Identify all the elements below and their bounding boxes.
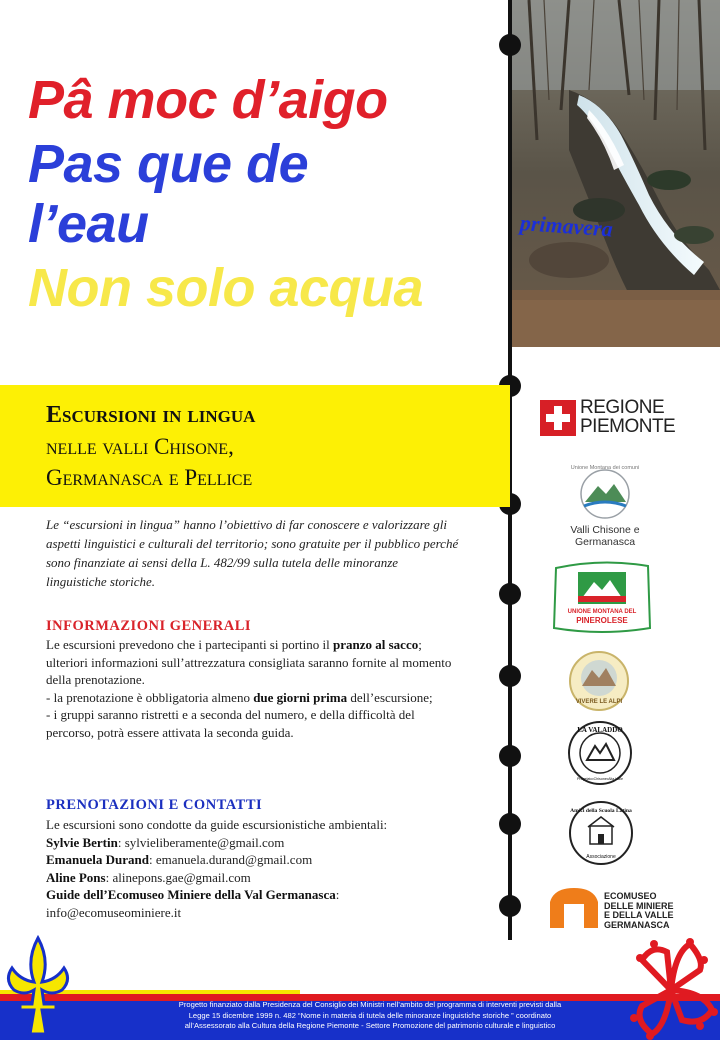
heading-line-1: Escursioni in lingua (46, 402, 256, 428)
amici-bottom-text: Associazione (586, 854, 616, 860)
regione-piemonte-text (580, 398, 675, 436)
title-line-2: Pas que de (28, 134, 309, 194)
intro-line: linguistiche storiche. (46, 574, 156, 589)
intro-line: Le “escursioni in lingua” hanno l’obiettivo di far conoscere e valorizzare gli (46, 517, 447, 532)
guide-email[interactable]: : sylvieliberamente@gmail.com (117, 834, 285, 850)
title-line-1: Pâ moc d’aigo (28, 70, 388, 130)
amici-scuola-latina-logo (568, 800, 634, 866)
ecomuseo-guide-colon: : (335, 887, 340, 902)
info-text: Le escursioni prevedono che i partecipanti si portino il (46, 637, 333, 652)
valli-chisone-germanasca-logo (540, 462, 670, 548)
river-photo (509, 0, 720, 347)
heading-line-2: nelle valli Chisone, (46, 434, 234, 459)
ecomuseo-line: E DELLA VALLE (604, 910, 674, 920)
guide-row (46, 851, 501, 869)
guide-row (46, 834, 501, 852)
amici-top-text: Amici della Scuola Latina (570, 808, 632, 814)
ecomuseo-line: ECOMUSEO (604, 891, 657, 901)
heading-line-3: Germanasca e Pellice (46, 465, 253, 490)
info-text: - la prenotazione è obbligatoria almeno (46, 689, 254, 705)
vcg-arc-text: Unione Montana dei comuni (570, 465, 640, 471)
intro-line: aspetti linguistici e culturali del territorio; sono gratuite per il pubblico perché (46, 536, 459, 551)
regione-piemonte-logo (540, 397, 676, 440)
info-heading: INFORMAZIONI GENERALI (46, 618, 252, 634)
footer-credits (150, 1000, 590, 1032)
ecomuseo-email[interactable]: info@ecomuseominiere.it (46, 904, 182, 920)
timeline-dot (499, 745, 521, 767)
pinerolese-line-2: PINEROLESE (576, 616, 628, 625)
ecomuseo-line: GERMANASCA (604, 919, 670, 930)
vivere-text: VIVERE LE ALPI (575, 699, 623, 705)
ecomuseo-text (604, 892, 674, 930)
info-text: ; (418, 637, 422, 652)
timeline-dot (499, 34, 521, 56)
footer-line: Progetto finanziato dalla Presidenza del Consiglio dei Ministri nell’ambito del programma di interventi previsti dalla (178, 1000, 562, 1009)
season-label: primavera (519, 210, 614, 242)
valaddo-bottom-text: Pragelato•Chisone•Alta Valle (576, 777, 624, 781)
info-line (46, 636, 501, 654)
intro-line: sono finanziate ai sensi della L. 482/99 sulla tutela delle minoranze (46, 555, 399, 570)
timeline-dot (499, 895, 521, 917)
guide-name: Aline Pons (46, 869, 106, 885)
contacts-intro: Le escursioni sono condotte da guide escursionistiche ambientali: (46, 817, 388, 832)
info-bold: pranzo al sacco (333, 637, 419, 652)
occitan-cross-icon (622, 930, 720, 1040)
pinerolese-line-1: UNIONE MONTANA DEL (567, 609, 637, 615)
info-line: percorso, potrà essere attivata la seconda guida. (46, 724, 294, 740)
ecomuseo-guide-label: Guide dell’Ecomuseo Miniere della Val Germanasca (46, 887, 336, 902)
guide-name: Sylvie Bertin (46, 834, 118, 850)
title-line-4: Non solo acqua (28, 258, 424, 318)
timeline-dot (499, 665, 521, 687)
section-heading (46, 400, 255, 493)
intro-paragraph (46, 515, 498, 591)
info-line: - i gruppi saranno ristretti e a seconda del numero, e della difficoltà del (46, 707, 415, 722)
guide-email[interactable]: : emanuela.durand@gmail.com (148, 852, 313, 867)
fleur-de-lis-icon (0, 930, 84, 1040)
title-line-3: l’eau (28, 194, 149, 254)
regione-text-line: PIEMONTE (580, 416, 676, 437)
guide-name: Emanuela Durand (46, 852, 149, 867)
info-line: ulteriori informazioni sull’attrezzatura consigliata saranno fornite al momento (46, 654, 452, 670)
info-paragraph (46, 636, 501, 741)
contacts-paragraph (46, 816, 501, 921)
mountain-circle-icon (540, 462, 670, 524)
ecomuseo-miniere-logo (546, 884, 696, 932)
la-valaddo-logo (567, 720, 633, 786)
guide-row (46, 869, 501, 887)
vivere-le-alpi-logo (568, 650, 630, 712)
footer-line: Legge 15 dicembre 1999 n. 482 “Nome in materia di tutela delle minoranze linguistiche storiche ” coordinato (188, 1010, 552, 1020)
valaddo-top-text: LA VALADDO (577, 726, 623, 734)
mine-entrance-icon (546, 884, 602, 932)
info-line (46, 689, 501, 707)
ecomuseo-guide-row (46, 886, 501, 904)
timeline-dot (499, 583, 521, 605)
contacts-heading: PRENOTAZIONI E CONTATTI (46, 797, 263, 813)
piemonte-cross-icon (540, 400, 576, 436)
info-line: della prenotazione. (46, 672, 145, 687)
info-bold: due giorni prima (253, 689, 348, 705)
guide-email[interactable]: : alinepons.gae@gmail.com (105, 869, 251, 885)
regione-text-line: REGIONE (580, 397, 665, 418)
vcg-label: Valli Chisone e Germanasca (570, 524, 640, 548)
info-text: dell’escursione; (347, 689, 433, 705)
unione-montana-pinerolese-logo (552, 558, 652, 636)
timeline-dot (499, 813, 521, 835)
ecomuseo-line: DELLE MINIERE (604, 900, 674, 911)
footer-line: all’Assessorato alla Cultura della Regione Piemonte - Settore Promozione del patrimonio culturale e linguistico (184, 1021, 556, 1030)
